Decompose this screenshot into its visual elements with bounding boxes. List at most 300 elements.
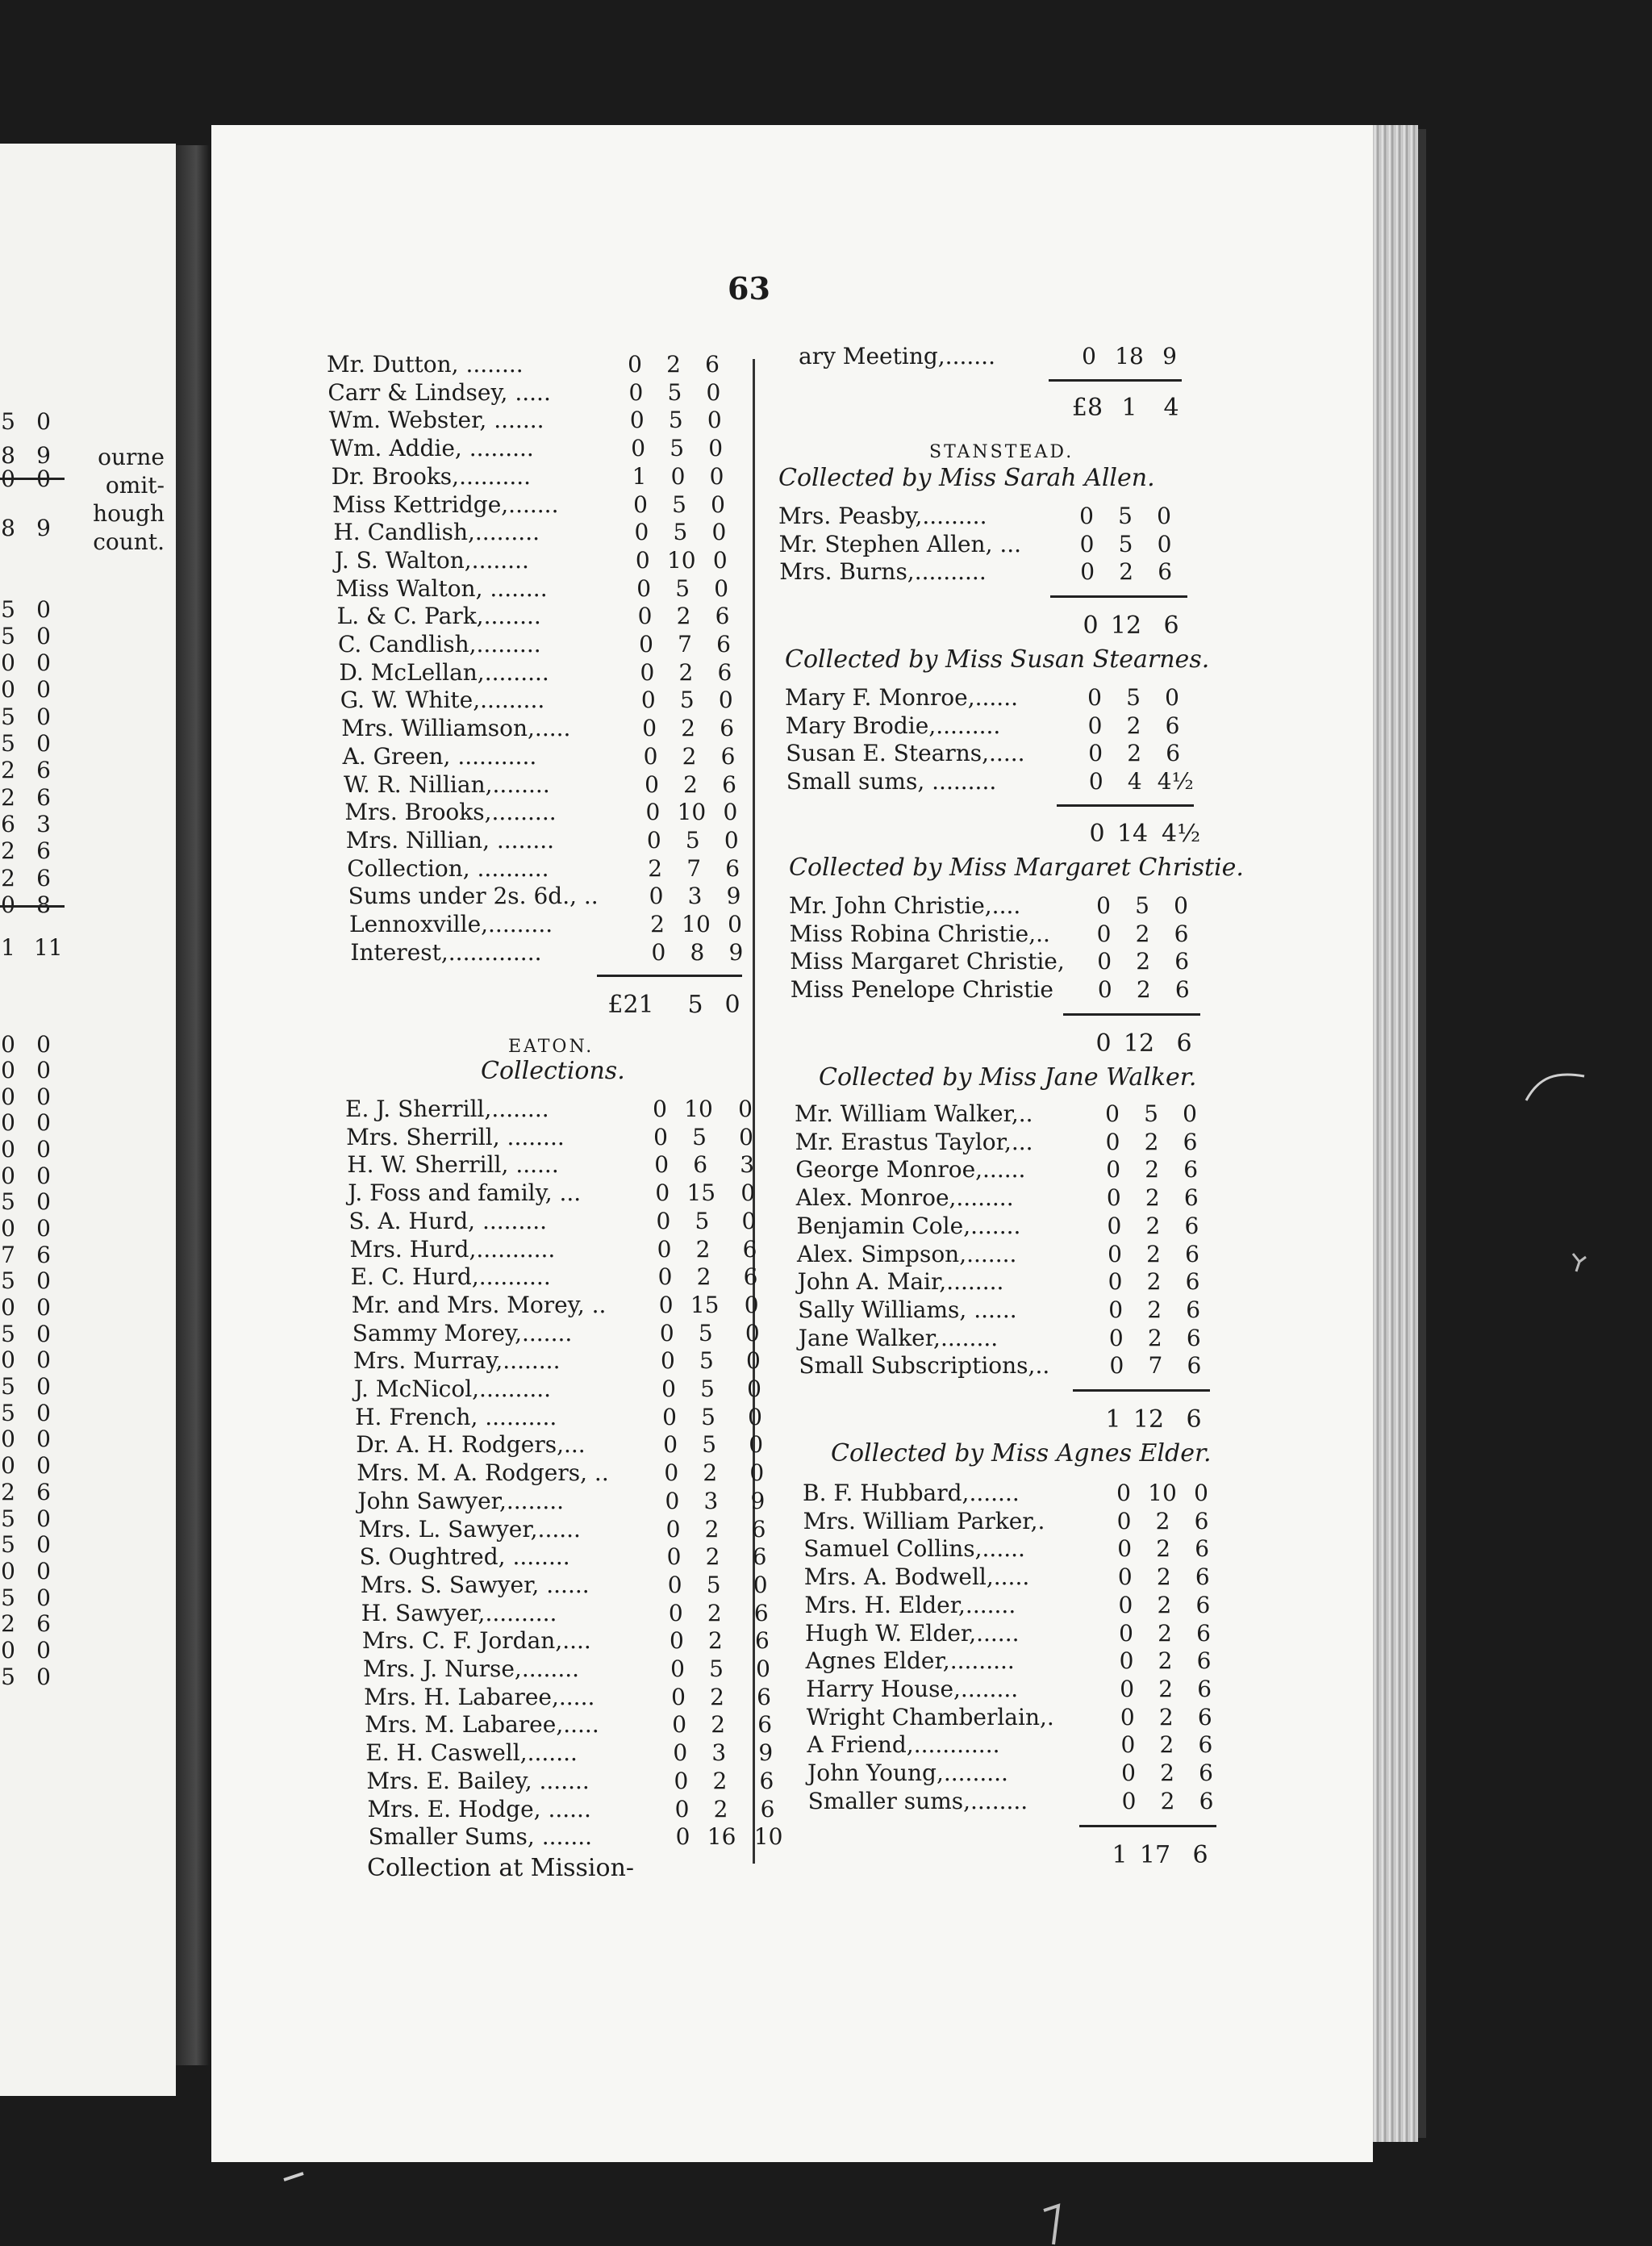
entry-name: Mary F. Monroe,......: [785, 684, 1019, 711]
pounds-value: 0: [645, 799, 661, 826]
shillings-value: 2: [1127, 740, 1142, 767]
entry-name: Mrs. S. Sawyer, ......: [360, 1571, 590, 1598]
pence-value: 6: [1183, 1156, 1199, 1184]
left-fragment-value: 2: [1, 757, 15, 783]
shillings-value: 2: [666, 351, 681, 378]
pounds-value: 0: [640, 658, 655, 686]
entry-name: H. French, ..........: [355, 1403, 557, 1430]
pounds-value: 0: [642, 715, 657, 742]
pence-value: 9: [750, 1487, 766, 1514]
pounds-value: 0: [654, 1151, 670, 1179]
left-fragment-value: 2: [1, 1479, 15, 1505]
pence-value: 6: [1158, 558, 1173, 586]
total-pounds: £8: [1071, 394, 1103, 422]
ledger-row: [791, 976, 1465, 1003]
total-pence: 0: [724, 991, 740, 1019]
entry-name: Miss Robina Christie,..: [789, 920, 1050, 947]
total-shillings: 5: [687, 991, 703, 1019]
left-fragment-row: [0, 1321, 165, 1348]
left-fragment-value: 0: [36, 1057, 51, 1083]
pence-value: 6: [705, 351, 720, 378]
entry-name: Mrs. M. Labaree,.....: [365, 1711, 599, 1739]
left-fragment-value: 0: [1, 1215, 15, 1242]
left-fragment-value: 5: [1, 1664, 15, 1690]
ledger-row: [805, 1620, 1486, 1647]
shillings-value: 2: [1160, 1760, 1174, 1786]
left-fragment-row: [0, 934, 165, 962]
entry-name: George Monroe,......: [795, 1156, 1026, 1184]
left-fragment-value: 0: [36, 408, 51, 435]
shillings-value: 16: [707, 1823, 736, 1851]
pounds-value: 0: [659, 1319, 674, 1346]
left-fragment-value: 0: [36, 730, 51, 757]
shillings-value: 2: [1146, 1268, 1162, 1296]
shillings-value: 2: [1145, 1184, 1160, 1212]
left-fragment-value: 0: [36, 1215, 51, 1242]
pence-value: 0: [740, 1179, 756, 1207]
left-fragment-row: [0, 676, 165, 703]
pence-value: 9: [726, 883, 741, 910]
entry-name: Miss Penelope Christie: [790, 976, 1053, 1004]
left-fragment-row: [0, 784, 165, 812]
pounds-value: 0: [1080, 558, 1095, 586]
entry-name: Wm. Addie, .........: [330, 435, 534, 462]
section-subheading-collections: Collections.: [481, 1057, 625, 1085]
group-heading: Collected by Miss Susan Stearnes.: [785, 645, 1210, 674]
shillings-value: 5: [1144, 1100, 1158, 1127]
pounds-value: 0: [1106, 1156, 1121, 1184]
left-fragment-value: 5: [1, 1400, 15, 1426]
entry-name: Small sums, .........: [786, 768, 997, 795]
shillings-value: 7: [686, 854, 702, 882]
left-fragment-value: 0: [36, 1637, 51, 1664]
shillings-value: 2: [1144, 1128, 1159, 1155]
pounds-value: 0: [649, 883, 664, 910]
pence-value: 6: [757, 1683, 771, 1710]
shillings-value: 18: [1115, 343, 1144, 369]
pounds-value: 0: [1105, 1128, 1120, 1155]
total-pence: 4½: [1162, 820, 1201, 848]
total-row: [1057, 820, 1201, 848]
pence-value: 0: [708, 435, 724, 462]
pence-value: 0: [741, 1207, 757, 1234]
pounds-value: 0: [670, 1655, 685, 1682]
ledger-row: [795, 1100, 1472, 1127]
ledger-row: [808, 1788, 1489, 1814]
left-fragment-row: [0, 703, 165, 731]
left-fragment-row: [0, 1558, 165, 1585]
group-heading: Collected by Miss Margaret Christie.: [789, 854, 1244, 882]
pence-value: 6: [754, 1627, 770, 1655]
left-fragment-row: [0, 865, 165, 892]
pence-value: 6: [1194, 1507, 1209, 1534]
pence-value: 6: [752, 1543, 767, 1571]
pence-value: 6: [716, 631, 731, 658]
left-fragment-row: [0, 1479, 165, 1506]
left-fragment-row: [0, 649, 165, 677]
shillings-value: 5: [699, 1347, 714, 1375]
shillings-value: 10: [682, 911, 711, 937]
left-fragment-value: 0: [36, 1083, 51, 1110]
left-fragment-value: 8: [1, 442, 15, 469]
total-shillings: 17: [1139, 1841, 1171, 1869]
shillings-value: 2: [682, 742, 697, 770]
ledger-row: [790, 948, 1464, 975]
pence-value: 0: [753, 1571, 768, 1598]
left-fragment-row: [0, 1242, 165, 1269]
ledger-row: [797, 1241, 1475, 1267]
pounds-value: 0: [1118, 1591, 1133, 1618]
pounds-value: 0: [1121, 1760, 1136, 1786]
section-heading-stanstead: STANSTEAD.: [929, 442, 1074, 462]
pounds-value: 0: [651, 938, 666, 966]
pounds-value: 0: [635, 546, 650, 574]
ledger-row: [806, 1676, 1487, 1702]
shillings-value: 5: [702, 1431, 717, 1459]
pounds-value: 0: [628, 351, 642, 378]
pounds-value: 0: [646, 826, 661, 854]
pounds-value: 0: [628, 378, 644, 406]
entry-name: E. C. Hurd,..........: [350, 1263, 551, 1291]
shillings-value: 2: [1155, 1507, 1170, 1534]
pounds-value: 0: [1116, 1480, 1131, 1506]
shillings-value: 3: [703, 1487, 719, 1514]
pounds-value: 0: [662, 1403, 677, 1430]
pence-value: 0: [745, 1347, 761, 1375]
entry-name: Interest,.............: [350, 938, 542, 966]
shillings-value: 4: [1127, 768, 1142, 795]
pounds-value: 0: [661, 1376, 676, 1402]
entry-name: C. Candlish,.........: [338, 631, 541, 658]
pence-value: 0: [711, 491, 725, 518]
pounds-value: 0: [1088, 768, 1103, 795]
pence-value: 0: [738, 1096, 753, 1122]
shillings-value: 2: [1156, 1535, 1171, 1563]
pence-value: 6: [720, 742, 736, 770]
ledger-row: [804, 1563, 1485, 1590]
shillings-value: 5: [672, 491, 686, 518]
pounds-value: 0: [1120, 1675, 1135, 1702]
left-fragment-row: [0, 757, 165, 784]
left-fragment-row: [0, 1584, 165, 1612]
ledger-row: [779, 531, 1447, 557]
pounds-value: 0: [673, 1739, 688, 1767]
shillings-value: 2: [707, 1599, 722, 1626]
pounds-value: 0: [1097, 976, 1112, 1004]
left-fragment-value: 2: [1, 837, 15, 864]
left-fragment-row: [0, 1505, 165, 1533]
shillings-value: 2: [1156, 1563, 1171, 1591]
pounds-value: 0: [675, 1823, 690, 1851]
entry-name: Sally Williams, ......: [798, 1296, 1017, 1323]
pounds-value: 0: [1108, 1296, 1124, 1323]
left-fragment-value: 5: [1, 1188, 15, 1215]
entry-name: Agnes Elder,.........: [805, 1647, 1015, 1675]
entry-name: Wright Chamberlain,.: [806, 1703, 1054, 1730]
left-fragment-row: [0, 1610, 165, 1638]
left-fragment-rule: [0, 905, 65, 908]
entry-name: Mrs. Williamson,.....: [341, 715, 571, 742]
ledger-row: [807, 1731, 1487, 1758]
ledger-row: [798, 1268, 1475, 1295]
entry-name: Dr. A. H. Rodgers,...: [356, 1431, 586, 1459]
left-fragment-value: 3: [36, 811, 51, 837]
pounds-value: 0: [658, 1291, 674, 1318]
shillings-value: 2: [710, 1683, 724, 1710]
shillings-value: 5: [706, 1571, 721, 1598]
left-fragment-value: 0: [36, 1400, 51, 1426]
shillings-value: 7: [678, 631, 692, 658]
pounds-value: 0: [674, 1795, 690, 1822]
scratch-mark: [1041, 2202, 1073, 2246]
pounds-value: 0: [1082, 343, 1096, 369]
entry-name: Mrs. H. Elder,.......: [804, 1591, 1016, 1618]
entry-name: H. W. Sherrill, ......: [347, 1151, 559, 1179]
entry-name: S. A. Hurd, .........: [348, 1207, 548, 1234]
entry-name: Mr. Dutton, ........: [327, 351, 524, 378]
pence-value: 6: [751, 1515, 766, 1543]
pence-value: 0: [1183, 1100, 1197, 1127]
left-fragment-value: 6: [1, 811, 15, 837]
left-fragment-value: 6: [36, 784, 51, 811]
left-fragment-value: 7: [1, 1242, 15, 1268]
pence-value: 6: [742, 1235, 757, 1263]
left-fragment-value: 0: [36, 1426, 51, 1452]
pounds-value: 0: [653, 1123, 668, 1150]
total-row: [1079, 1841, 1216, 1868]
total-pounds: 0: [1095, 1029, 1112, 1058]
left-fragment-text: hough: [93, 500, 165, 527]
ledger-row: [796, 1213, 1474, 1239]
pence-value: 3: [740, 1151, 755, 1179]
pounds-value: 0: [1108, 1268, 1123, 1296]
pence-value: 0: [1194, 1480, 1208, 1506]
left-fragment-row: [0, 1136, 165, 1163]
entry-name: J. Foss and family, ...: [348, 1179, 582, 1207]
left-fragment-value: 0: [36, 1505, 51, 1532]
left-fragment-value: 0: [1, 1558, 15, 1584]
entry-name: Mrs. E. Bailey, .......: [366, 1767, 590, 1794]
shillings-value: 5: [668, 407, 683, 434]
total-row: [1073, 1405, 1210, 1432]
left-fragment-value: 6: [36, 1242, 51, 1268]
scratch-mark: [1570, 1250, 1589, 1275]
left-fragment-row: [0, 1109, 165, 1137]
shillings-value: 2: [1158, 1647, 1173, 1675]
ledger-row: [327, 379, 995, 406]
entry-name: Mr. William Walker,..: [795, 1100, 1033, 1127]
pounds-value: 2: [650, 911, 665, 937]
left-fragment-value: 0: [36, 703, 51, 730]
shillings-value: 5: [670, 435, 685, 462]
entry-name: Harry House,........: [806, 1675, 1019, 1702]
pounds-value: 0: [657, 1235, 672, 1263]
left-fragment-row: [0, 1400, 165, 1427]
pounds-value: 0: [1087, 712, 1103, 739]
pence-value: 6: [1183, 1184, 1199, 1212]
shillings-value: 10: [666, 546, 696, 574]
left-fragment-value: 8: [1, 515, 15, 541]
pounds-value: 0: [636, 574, 652, 602]
pounds-value: 0: [656, 1207, 671, 1234]
left-fragment-row: [0, 811, 165, 838]
shillings-value: 15: [686, 1179, 716, 1207]
shillings-value: 10: [1148, 1480, 1177, 1506]
sum-rule: [1079, 1825, 1216, 1827]
pence-value: 0: [1165, 684, 1179, 711]
shillings-value: 2: [1147, 1296, 1162, 1323]
pounds-value: 0: [643, 742, 658, 770]
pence-value: 0: [749, 1459, 765, 1487]
entry-name: H. Candlish,.........: [333, 519, 540, 546]
pounds-value: 0: [655, 1179, 670, 1207]
left-fragment-value: 0: [1, 676, 15, 703]
left-fragment-value: 9: [36, 515, 51, 541]
ledger-row: [799, 1325, 1476, 1351]
entry-name: G. W. White,.........: [340, 687, 545, 714]
entry-name: Sums under 2s. 6d., ..: [348, 883, 599, 910]
scratch-mark: [282, 2170, 307, 2183]
total-row: [595, 991, 749, 1017]
pounds-value: 0: [1121, 1787, 1137, 1814]
left-fragment-value: 0: [1, 1163, 15, 1189]
pence-value: 9: [1162, 343, 1177, 369]
pounds-value: 0: [1119, 1619, 1133, 1647]
entry-name: J. S. Walton,........: [334, 546, 529, 574]
left-fragment-value: 0: [1, 1083, 15, 1110]
pounds-value: 0: [629, 407, 645, 434]
pounds-value: 0: [1108, 1240, 1122, 1267]
left-fragment-value: 0: [1, 891, 15, 918]
shillings-value: 2: [1145, 1212, 1161, 1239]
ledger-row: [803, 1508, 1484, 1534]
total-pence: 6: [1176, 1029, 1192, 1058]
pence-value: 0: [714, 574, 729, 602]
left-fragment-row: [0, 1057, 165, 1084]
pounds-value: 0: [637, 603, 653, 630]
pence-value: 6: [1174, 976, 1190, 1004]
shillings-value: 5: [695, 1207, 710, 1234]
shillings-value: 2: [1159, 1731, 1174, 1759]
entry-name: Benjamin Cole,.......: [796, 1212, 1021, 1239]
pence-value: 0: [739, 1123, 753, 1150]
left-fragment-value: 5: [1, 1321, 15, 1347]
entry-name: B. F. Hubbard,.......: [803, 1480, 1020, 1506]
entry-name: Mr. Stephen Allen, ...: [778, 530, 1022, 557]
ledger-row: [778, 503, 1446, 529]
ledger-row: [329, 407, 997, 433]
shillings-value: 5: [667, 378, 682, 406]
total-row: [1063, 1029, 1200, 1056]
entry-name: L. & C. Park,........: [336, 603, 541, 630]
pounds-value: 0: [1087, 684, 1102, 711]
ledger-row: [806, 1647, 1487, 1674]
left-fragment-value: 6: [36, 757, 51, 783]
shillings-value: 2: [1136, 948, 1151, 975]
pounds-value: 0: [1116, 1507, 1132, 1534]
left-fragment-value: 0: [36, 1664, 51, 1690]
left-fragment-value: 0: [36, 1267, 51, 1294]
ledger-row: [786, 712, 1455, 739]
shillings-value: 8: [690, 938, 705, 966]
entry-name: Mrs. A. Bodwell,.....: [803, 1563, 1030, 1591]
left-fragment-value: 5: [1, 408, 15, 435]
sum-rule: [1073, 1389, 1210, 1392]
entry-name: Mrs. Burns,..........: [779, 558, 987, 586]
left-fragment-value: 2: [1, 1610, 15, 1637]
ledger-row: [804, 1592, 1485, 1618]
pence-value: 6: [720, 715, 735, 742]
total-pounds: £21: [607, 991, 654, 1019]
group-heading: Collected by Miss Jane Walker.: [819, 1063, 1197, 1092]
ledger-row: [795, 1156, 1473, 1183]
entry-name: John Sawyer,........: [357, 1487, 565, 1514]
shillings-value: 2: [1126, 712, 1141, 739]
entry-name: ary Meeting,.......: [799, 343, 995, 369]
pounds-value: 0: [674, 1767, 689, 1794]
left-fragment-value: 0: [36, 1031, 51, 1058]
pence-value: 6: [759, 1767, 774, 1794]
pounds-value: 0: [1097, 948, 1112, 975]
total-pence: 6: [1192, 1841, 1208, 1869]
left-fragment-value: 0: [36, 1163, 51, 1189]
pence-value: 0: [1157, 503, 1171, 529]
pence-value: 6: [1186, 1324, 1201, 1351]
pence-value: 6: [1187, 1352, 1202, 1380]
total-pence: 6: [1163, 612, 1179, 640]
pence-value: 6: [1186, 1296, 1201, 1323]
ledger-row: [786, 740, 1455, 766]
entry-name: Mr. Erastus Taylor,...: [795, 1128, 1033, 1155]
ledger-row: [355, 1404, 1037, 1430]
left-fragment-value: 0: [36, 1188, 51, 1215]
ledger-row: [795, 1129, 1473, 1155]
shillings-value: 5: [698, 1319, 713, 1346]
pence-value: 6: [717, 658, 732, 686]
pounds-value: 0: [665, 1487, 680, 1514]
pence-value: 0: [706, 378, 721, 406]
left-fragment-value: 5: [1, 1505, 15, 1532]
pence-value: 6: [1195, 1563, 1210, 1591]
trailing-line: Collection at Mission-: [367, 1854, 635, 1882]
shillings-value: 2: [1157, 1591, 1172, 1618]
shillings-value: 2: [1147, 1324, 1162, 1351]
pounds-value: 2: [648, 854, 663, 882]
left-fragment-value: 11: [34, 934, 63, 961]
pence-value: 0: [718, 687, 733, 714]
shillings-value: 5: [673, 519, 688, 546]
left-fragment-value: 0: [1, 1426, 15, 1452]
left-fragment-value: 0: [1, 1346, 15, 1373]
left-fragment-value: 0: [36, 1584, 51, 1611]
shillings-value: 2: [711, 1711, 726, 1739]
pence-value: 6: [1199, 1760, 1213, 1786]
left-fragment-row: [0, 1664, 165, 1691]
shillings-value: 5: [679, 687, 695, 714]
ledger-row: [346, 827, 1014, 854]
pounds-value: 0: [1117, 1535, 1133, 1563]
entry-name: H. Sawyer,..........: [361, 1599, 557, 1626]
total-pounds: 0: [1083, 612, 1099, 640]
left-fragment-row: [0, 1294, 165, 1321]
pence-value: 0: [1174, 892, 1188, 919]
entry-name: Susan E. Stearns,.....: [786, 740, 1025, 767]
left-fragment-row: [0, 730, 165, 758]
sum-rule: [1057, 804, 1194, 807]
shillings-value: 2: [705, 1543, 720, 1571]
shillings-value: 10: [684, 1096, 713, 1122]
pounds-value: 0: [1120, 1731, 1136, 1759]
